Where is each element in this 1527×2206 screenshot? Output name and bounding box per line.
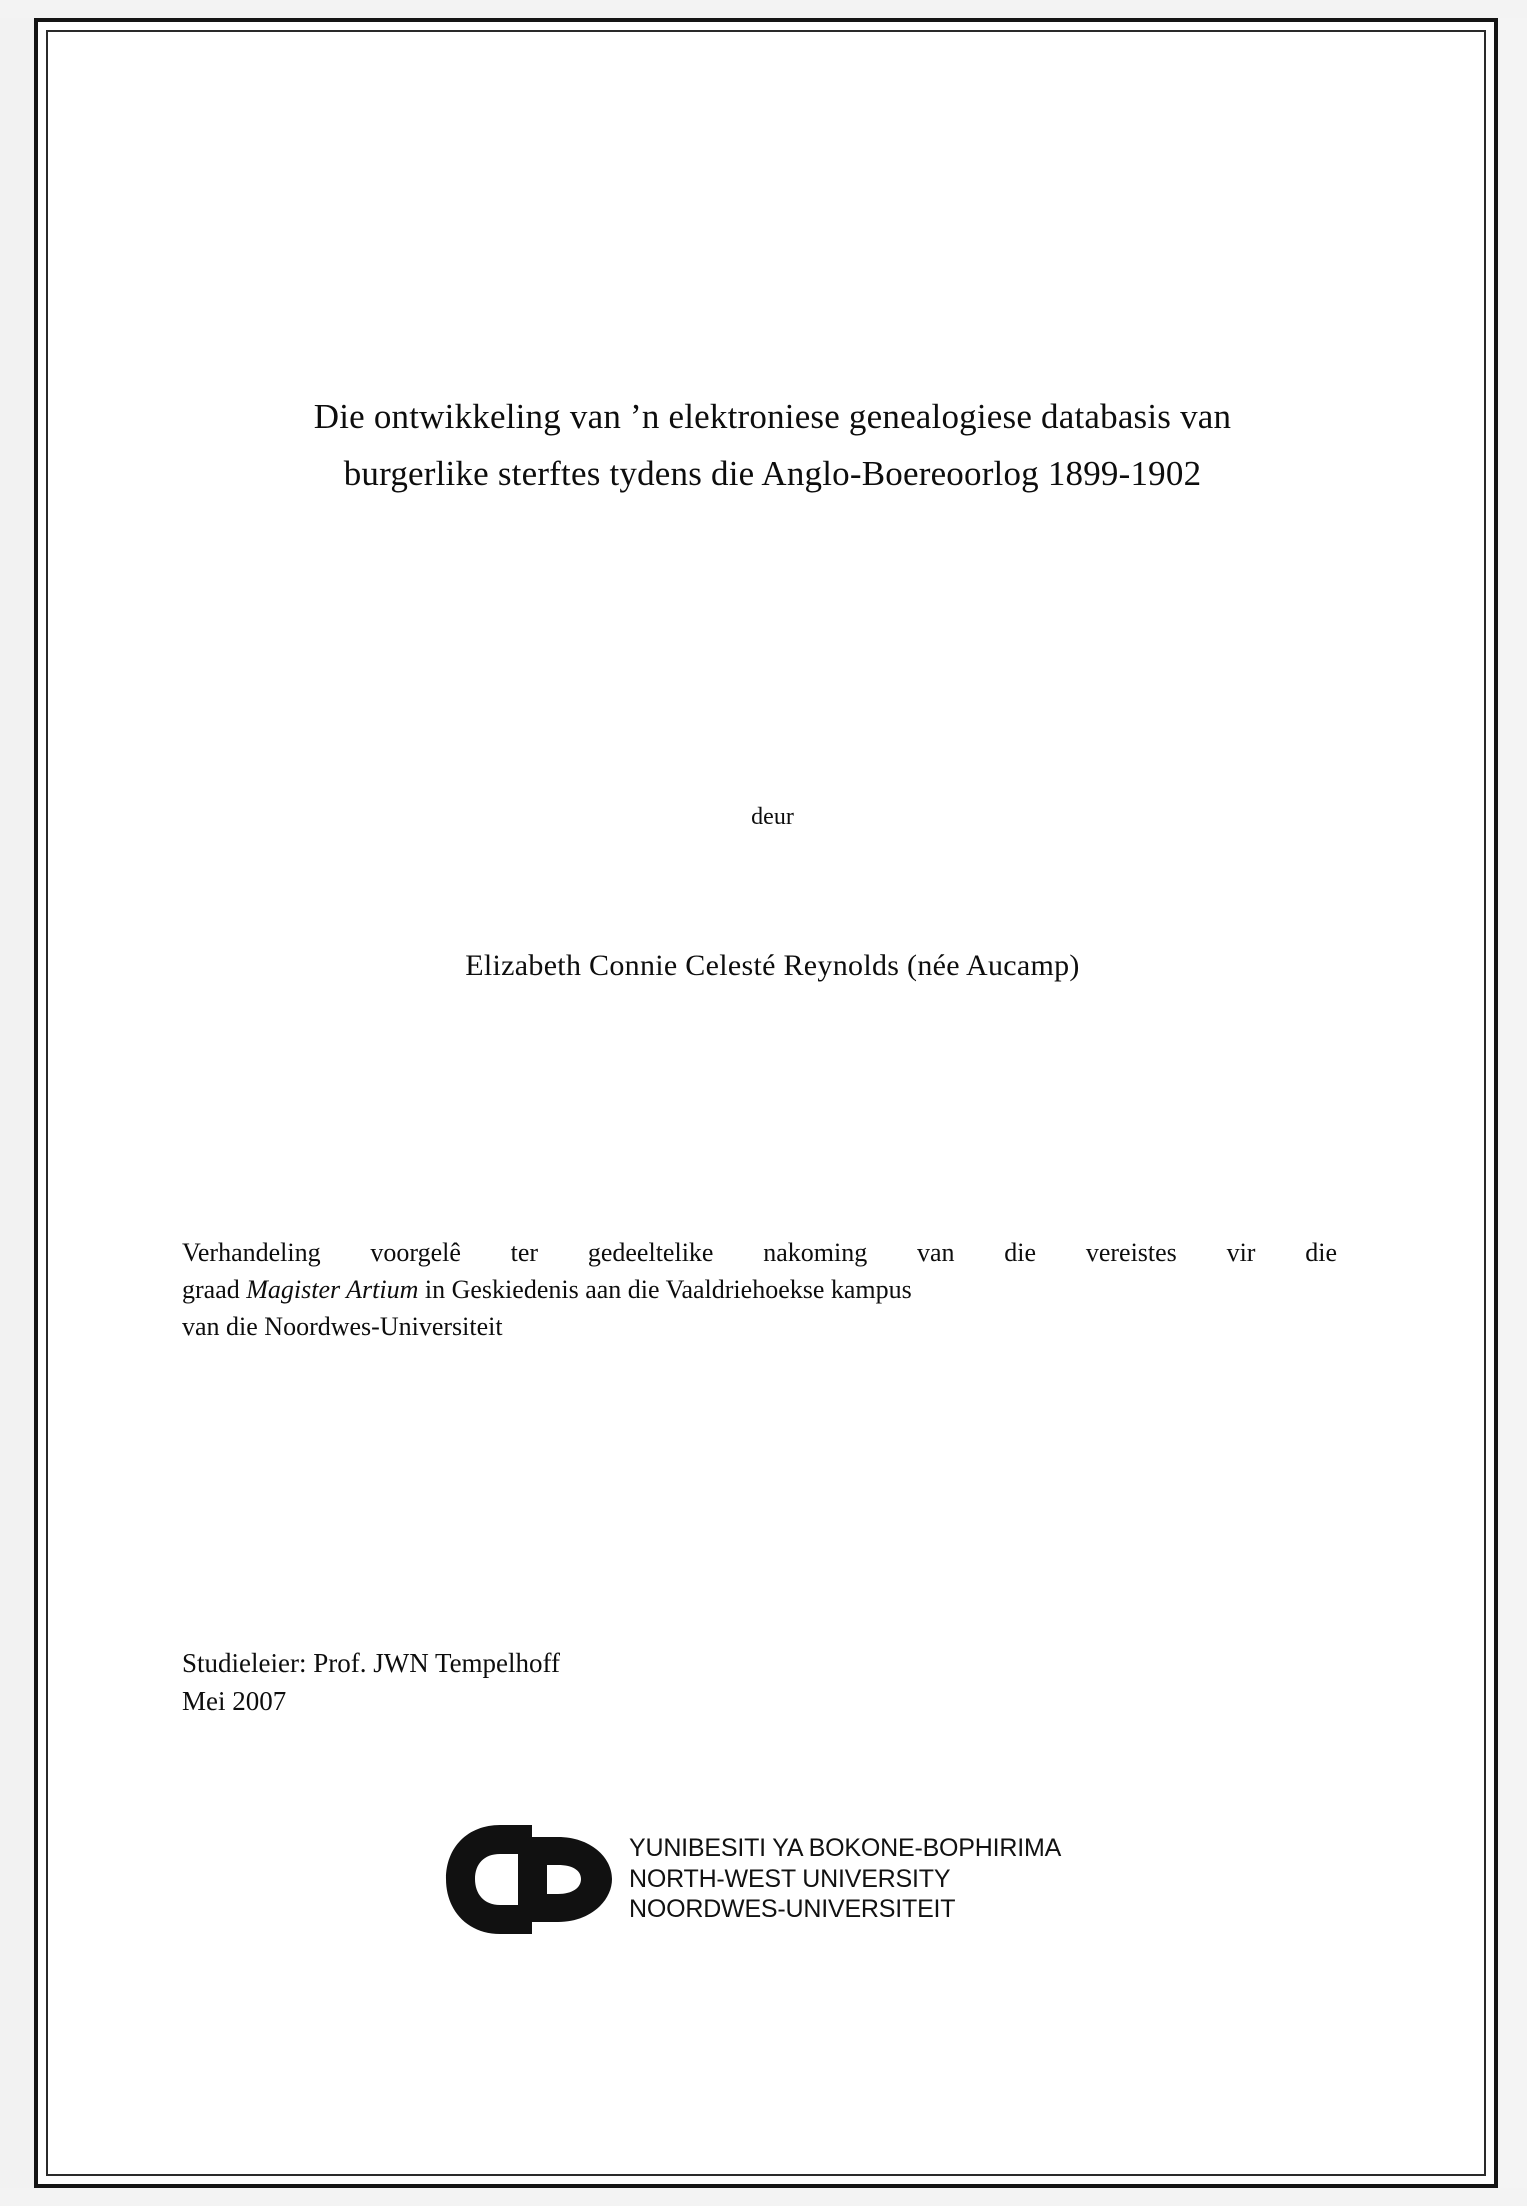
declaration-line-3: van die Noordwes-Universiteit — [182, 1312, 503, 1342]
declaration-line-2-pre: graad — [182, 1275, 247, 1305]
university-logo-text — [629, 1833, 1061, 1925]
degree-name: Magister Artium — [246, 1275, 419, 1305]
by-label: deur — [751, 804, 794, 830]
author-name: Elizabeth Connie Celesté Reynolds (née Aucamp) — [465, 949, 1080, 982]
scan-edge-right — [1498, 0, 1527, 2206]
degree-declaration — [182, 1234, 1337, 1346]
declaration-line-2-post: in Geskiedenis aan die Vaaldriehoekse kampus — [418, 1275, 912, 1305]
title-line-2: burgerlike sterftes tydens die Anglo-Boereoorlog 1899-1902 — [343, 453, 1202, 493]
declaration-line-1: Verhandeling voorgelê ter gedeeltelike nakoming van die vereistes vir die — [182, 1238, 1337, 1267]
university-logo — [440, 1804, 1140, 1954]
page-title — [185, 389, 1360, 502]
scan-edge-left — [0, 0, 34, 2206]
scan-edge-bottom — [0, 2188, 1527, 2206]
supervisor-name: Studieleier: Prof. JWN Tempelhoff — [182, 1648, 561, 1678]
submission-date: Mei 2007 — [182, 1686, 287, 1717]
declaration-line-2 — [182, 1271, 1337, 1308]
logo-line-3: NOORDWES-UNIVERSITEIT — [629, 1895, 956, 1924]
logo-line-2: NORTH-WEST UNIVERSITY — [629, 1864, 951, 1893]
logo-line-1: YUNIBESITI YA BOKONE-BOPHIRIMA — [629, 1833, 1062, 1862]
title-page-content — [60, 44, 1472, 2162]
supervisor-block — [182, 1644, 1182, 1721]
scan-edge-top — [0, 0, 1527, 18]
nwu-logo-mark-icon — [440, 1817, 625, 1942]
title-line-1: Die ontwikkeling van ’n elektroniese genealogiese databasis van — [313, 397, 1232, 436]
